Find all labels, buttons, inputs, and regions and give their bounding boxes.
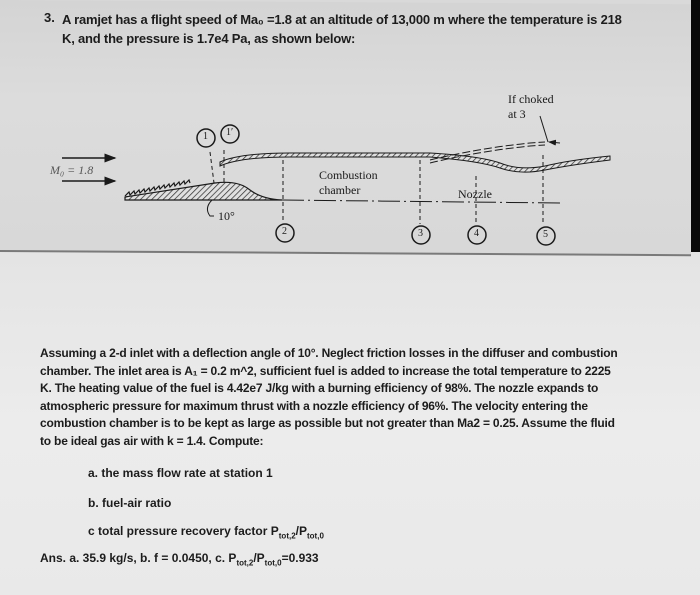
station-4-label: 4: [474, 228, 479, 239]
station-2-label: 2: [282, 226, 287, 237]
ramjet-diagram: [0, 0, 700, 250]
problem-description: Assuming a 2-d inlet with a deflection angle of 10°. Neglect friction losses in the diffuser and combustion chamber. The inlet area is A₁ = 0.2 m^2, sufficient fuel is added to increase the total temperature to 2225 K. The heating value of the fuel is 4.42e7 J/kg with a burning efficiency of 98%. The nozzle expands to atmospheric pressure for maximum thrust with a nozzle efficiency of 96%. The velocity entering the combustion chamber is to be kept as large as possible but not greater than Ma2 = 0.25. Assume the fluid to be ideal gas air with k = 1.4. Compute:: [40, 346, 618, 448]
deflection-angle-label: 10°: [218, 209, 235, 223]
question-b: b. fuel-air ratio: [88, 496, 172, 510]
station-1prime-label: 1′: [226, 127, 234, 138]
freestream-mach-label: M₀ = 1.8: [50, 163, 94, 177]
station-3-label: 3: [418, 228, 423, 239]
answer-line: Ans. a. 35.9 kg/s, b. f = 0.0450, c. $P_{tot,2}/P_{tot,0}=0.933$: [40, 551, 319, 568]
combustion-chamber-label: Combustion chamber: [319, 168, 378, 197]
problem-number: 3.: [44, 10, 55, 25]
inlet-wedge: [125, 182, 282, 200]
question-a: a. the mass flow rate at station 1: [88, 466, 273, 480]
engine-casing: [220, 153, 610, 172]
choked-note: If choked at 3: [508, 92, 554, 121]
question-c: c total pressure recovery factor $P_{tot,2}/P_{tot,0}$: [88, 524, 324, 541]
problem-line-1: A ramjet has a flight speed of Ma₀ =1.8 at an altitude of 13,000 m where the temperature is 218: [62, 12, 622, 27]
station-1-label: 1: [203, 131, 208, 142]
nozzle-label: Nozzle: [458, 187, 492, 201]
pointer-arrow-icon: [549, 142, 560, 143]
problem-line-2: K, and the pressure is 1.7e4 Pa, as shown below:: [62, 31, 356, 46]
centerline: [282, 200, 560, 203]
station-5-label: 5: [543, 229, 548, 240]
